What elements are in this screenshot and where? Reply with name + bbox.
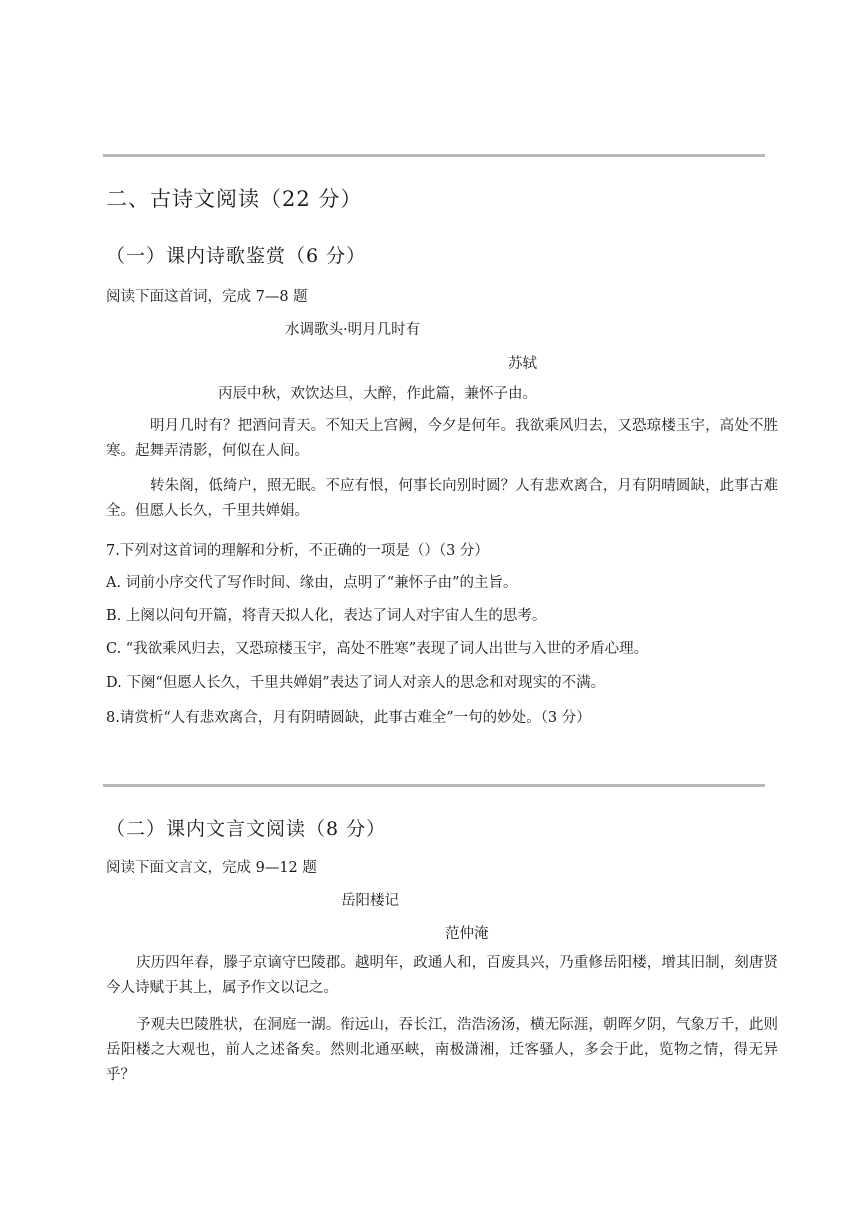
poem-stanza-2: 转朱阁，低绮户，照无眠。不应有恨，何事长向别时圆？人有悲欢离合，月有阴晴圆缺，此事古难全。但愿人长久，千里共婵娟。 — [106, 478, 778, 519]
part2-instruction: 阅读下面文言文，完成 9—12 题 — [106, 860, 317, 876]
prose-title: 岳阳楼记 — [341, 893, 399, 909]
prose-paragraph-2: 予观夫巴陵胜状，在洞庭一湖。衔远山，吞长江，浩浩汤汤，横无际涯，朝晖夕阴，气象万千，此则岳阳楼之大观也，前人之述备矣。然则北通巫峡，南极潇湘，迁客骚人，多会于此，览物之情，得无异乎？ — [106, 1017, 778, 1083]
poem-author: 苏轼 — [508, 356, 537, 372]
poem-stanza-1: 明月几时有？把酒问青天。不知天上宫阙，今夕是何年。我欲乘风归去，又恐琼楼玉宇，高处不胜寒。起舞弄清影，何似在人间。 — [106, 418, 778, 459]
part1-instruction: 阅读下面这首词，完成 7—8 题 — [106, 289, 308, 305]
question-8: 8.请赏析“人有悲欢离合，月有阴晴圆缺，此事古难全”一句的妙处。（3 分） — [106, 710, 591, 726]
part1-heading: （一）课内诗歌鉴赏（6 分） — [106, 245, 367, 267]
section-divider-middle — [103, 784, 765, 787]
prose-paragraph-1: 庆历四年春，滕子京谪守巴陵郡。越明年，政通人和，百废具兴，乃重修岳阳楼，增其旧制，刻唐贤今人诗赋于其上，属予作文以记之。 — [106, 955, 778, 996]
question-7-option-d: D. 下阕“但愿人长久，千里共婵娟”表达了词人对亲人的思念和对现实的不满。 — [106, 675, 606, 691]
question-7-option-c: C. “我欲乘风归去，又恐琼楼玉宇，高处不胜寒”表现了词人出世与入世的矛盾心理。 — [106, 641, 649, 657]
part2-heading: （二）课内文言文阅读（8 分） — [106, 818, 387, 840]
question-7-option-a: A. 词前小序交代了写作时间、缘由，点明了“兼怀子由”的主旨。 — [106, 575, 518, 591]
prose-author: 范仲淹 — [445, 926, 489, 942]
question-7-option-b: B. 上阕以问句开篇，将青天拟人化，表达了词人对宇宙人生的思考。 — [106, 608, 547, 624]
section-divider-top — [103, 154, 765, 157]
poem-title: 水调歌头·明月几时有 — [285, 322, 421, 338]
poem-preface: 丙辰中秋，欢饮达旦，大醉，作此篇，兼怀子由。 — [218, 386, 537, 402]
section-title: 二、古诗文阅读（22 分） — [106, 187, 363, 211]
question-7: 7.下列对这首词的理解和分析，不正确的一项是（）（3 分） — [106, 543, 489, 559]
